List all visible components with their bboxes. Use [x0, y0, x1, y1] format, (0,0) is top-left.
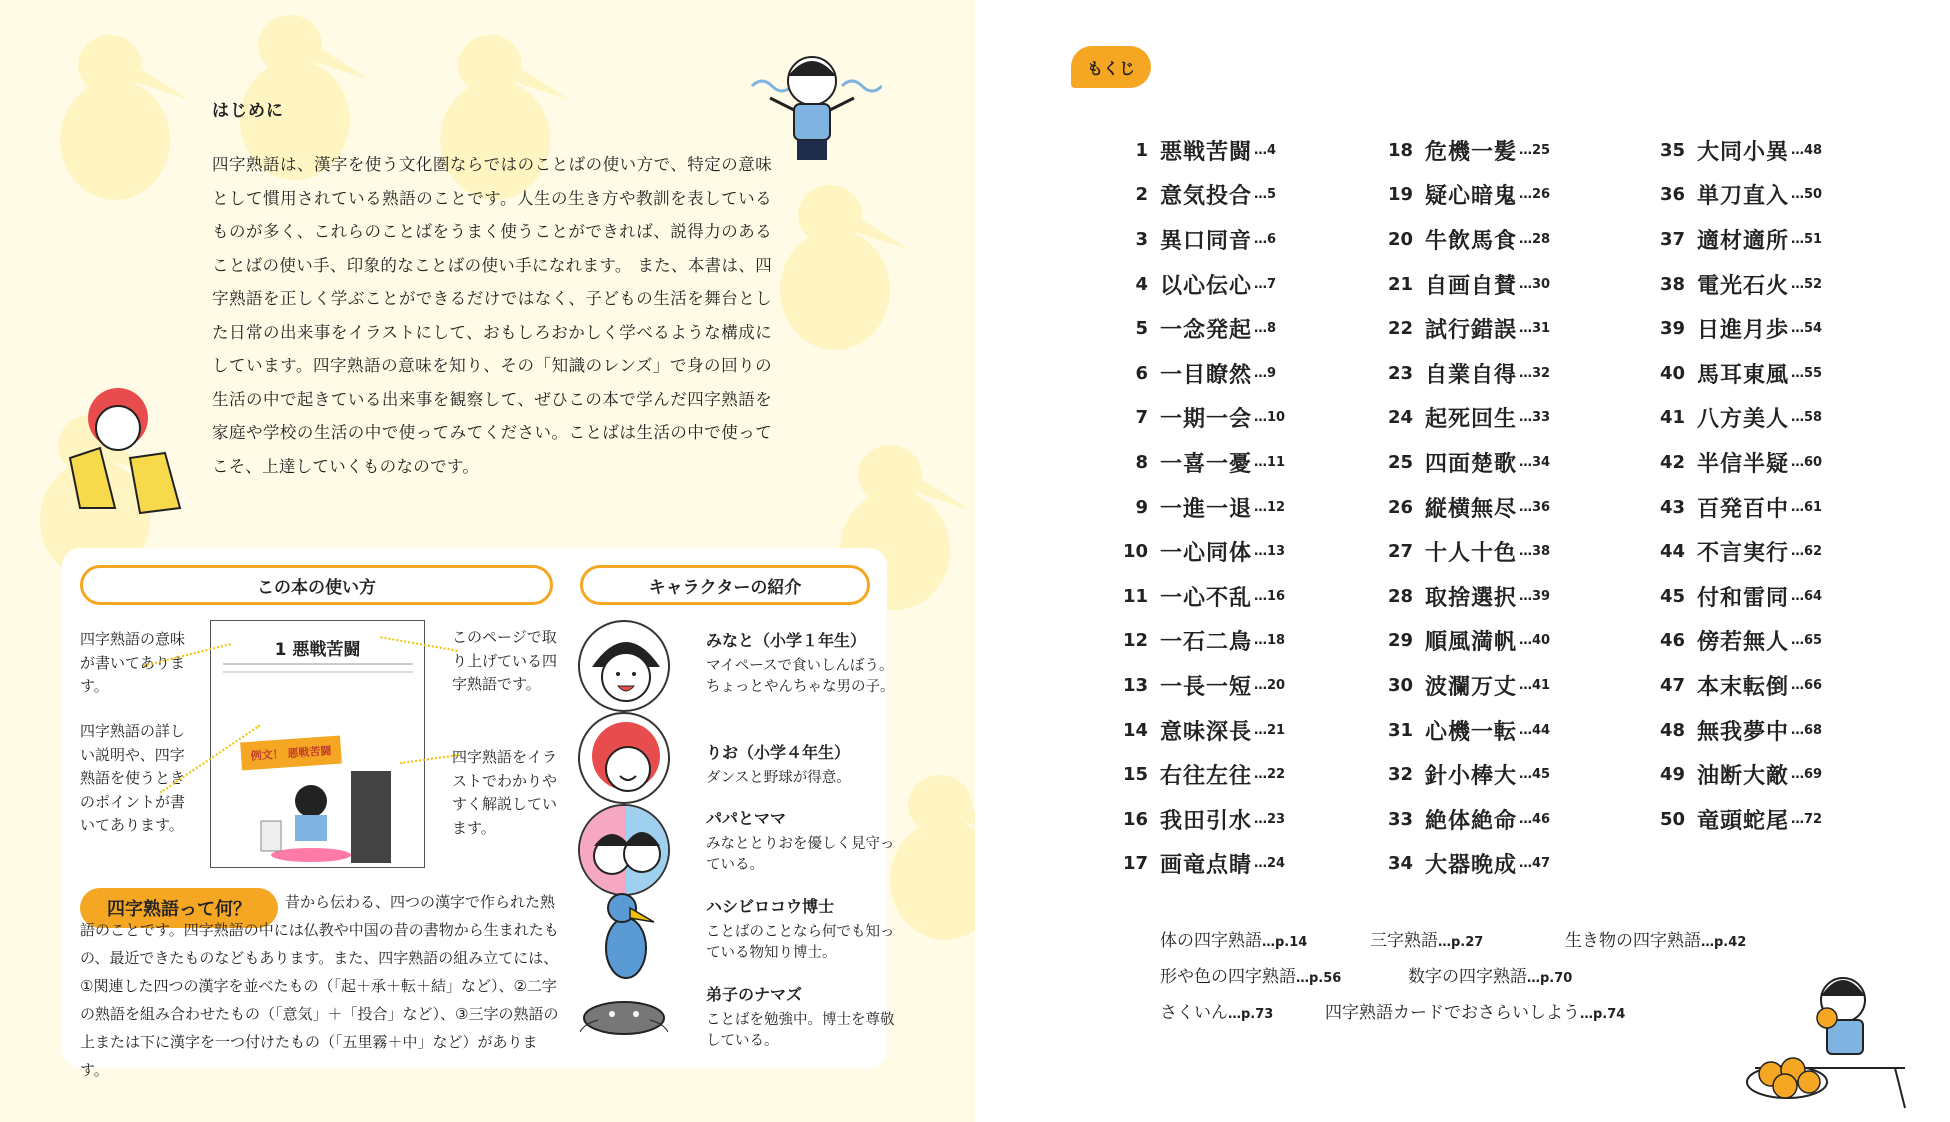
- toc-number: 16: [1122, 808, 1148, 830]
- toc-number: 4: [1135, 273, 1148, 295]
- toc-item[interactable]: [1110, 797, 1285, 842]
- toc-number: 10: [1122, 541, 1148, 563]
- toc-page: …68: [1791, 722, 1823, 738]
- toc-page: …55: [1791, 365, 1823, 381]
- boy-eating-donut-icon: [1735, 960, 1915, 1110]
- toc-item[interactable]: [1375, 128, 1550, 173]
- toc-number: 36: [1659, 184, 1685, 206]
- toc-title: 一石二鳥: [1160, 630, 1253, 656]
- yoji-title: 四字熟語って何？: [80, 888, 278, 928]
- toc-item[interactable]: [1110, 663, 1285, 708]
- toc-number: 13: [1122, 674, 1148, 696]
- character-name: ハシビロコウ博士: [706, 897, 835, 916]
- toc-item[interactable]: [1110, 752, 1285, 797]
- toc-item[interactable]: [1375, 619, 1550, 664]
- character-desc: ダンスと野球が得意。: [706, 770, 851, 786]
- toc-title: 悪戦苦闘: [1160, 139, 1253, 165]
- toc-page: …50: [1791, 187, 1823, 203]
- rio-face-icon: [580, 714, 670, 804]
- toc-item[interactable]: [1375, 797, 1550, 842]
- toc-page: …52: [1791, 276, 1823, 292]
- toc-column-2: [1375, 128, 1550, 886]
- toc-number: 6: [1135, 362, 1148, 384]
- minato-face-icon: [580, 622, 670, 712]
- character-name: みなと（小学１年生）: [706, 631, 867, 650]
- toc-item[interactable]: [1375, 351, 1550, 396]
- toc-page: …18: [1254, 633, 1286, 649]
- bird-bg-icon: [760, 170, 910, 360]
- toc-number: 32: [1387, 764, 1413, 786]
- toc-title: 適材適所: [1697, 228, 1790, 254]
- toc-page: …61: [1791, 499, 1823, 515]
- toc-number: 1: [1135, 139, 1148, 161]
- toc-item[interactable]: [1375, 708, 1550, 753]
- character-desc: マイペースで食いしんぼう。ちょっとやんちゃな男の子。: [706, 658, 895, 695]
- extra-item[interactable]: [1160, 926, 1307, 951]
- toc-item[interactable]: [1375, 306, 1550, 351]
- toc-title: 牛飲馬食: [1425, 228, 1518, 254]
- sample-yoji: 悪戦苦闘: [292, 640, 361, 660]
- characters-title: キャラクターの紹介: [580, 565, 870, 605]
- toc-item[interactable]: [1647, 574, 1822, 619]
- toc-title: 無我夢中: [1697, 719, 1790, 745]
- toc-title: 一心不乱: [1160, 585, 1253, 611]
- toc-number: 45: [1659, 585, 1685, 607]
- toc-item[interactable]: [1110, 396, 1285, 441]
- toc-title: 取捨選択: [1425, 585, 1518, 611]
- toc-page: …4: [1254, 142, 1277, 158]
- toc-page: …25: [1519, 142, 1551, 158]
- toc-page: …64: [1791, 588, 1823, 604]
- toc-title: 絶体絶命: [1425, 808, 1518, 834]
- toc-item[interactable]: [1110, 708, 1285, 753]
- toc-number: 27: [1387, 541, 1413, 563]
- toc-title: 心機一転: [1425, 719, 1518, 745]
- toc-title: 傍若無人: [1697, 630, 1790, 656]
- toc-title: 単刀直入: [1697, 184, 1790, 210]
- toc-item[interactable]: [1110, 619, 1285, 664]
- toc-title: 針小棒大: [1425, 764, 1518, 790]
- toc-number: 7: [1135, 407, 1148, 429]
- toc-number: 30: [1387, 674, 1413, 696]
- toc-item[interactable]: [1647, 262, 1822, 307]
- toc-page: …45: [1519, 767, 1551, 783]
- extra-label: 体の四字熟語: [1160, 931, 1262, 951]
- toc-title: 意気投合: [1160, 184, 1253, 210]
- toc-title: 四面楚歌: [1425, 451, 1518, 477]
- extra-page: …p.27: [1438, 935, 1484, 950]
- toc-item[interactable]: [1375, 217, 1550, 262]
- toc-number: 21: [1387, 273, 1413, 295]
- toc-number: 35: [1659, 139, 1685, 161]
- character-name: りお（小学４年生）: [706, 743, 851, 762]
- toc-label: もくじ: [1071, 46, 1151, 88]
- toc-column-3: [1647, 128, 1822, 842]
- toc-title: 大同小異: [1697, 139, 1790, 165]
- toc-page: …21: [1254, 722, 1286, 738]
- toc-page: …72: [1791, 811, 1823, 827]
- extra-page: …p.14: [1262, 935, 1308, 950]
- toc-title: 百発百中: [1697, 496, 1790, 522]
- sample-banner: 例文！ 悪戦苦闘: [240, 736, 342, 771]
- toc-number: 46: [1659, 630, 1685, 652]
- parents-avatar: [578, 804, 670, 896]
- howto-sample-page: [210, 620, 425, 868]
- extra-label: さくいん: [1160, 1003, 1228, 1023]
- toc-page: …36: [1519, 499, 1551, 515]
- toc-number: 50: [1659, 808, 1685, 830]
- character-name: 弟子のナマズ: [706, 985, 803, 1004]
- toc-item[interactable]: [1647, 173, 1822, 218]
- toc-number: 3: [1135, 228, 1148, 250]
- toc-page: …6: [1254, 231, 1277, 247]
- toc-page: …23: [1254, 811, 1286, 827]
- extra-page: …p.73: [1228, 1007, 1274, 1022]
- toc-number: 20: [1387, 228, 1413, 250]
- toc-item[interactable]: [1647, 440, 1822, 485]
- toc-item[interactable]: [1375, 574, 1550, 619]
- toc-title: 馬耳東風: [1697, 362, 1790, 388]
- toc-title: 我田引水: [1160, 808, 1253, 834]
- intro-paragraph-2: また、本書は、四字熟語を正しく学ぶことができるだけではなく、子どもの生活を舞台とした日常の出来事をイラストにして、おもしろおかしく学べるような構成にしています。四字熟語の意味を知り、その「知識のレンズ」で身の回りの生活の中で起きている出来事を観察して、ぜひこの本で学んだ四字熟語を家庭や学校の生活の中で使ってみてください。ことばは生活の中で使ってこそ、上達していくものなのです。: [212, 255, 773, 476]
- extra-item[interactable]: [1160, 962, 1341, 987]
- toc-page: …5: [1254, 187, 1277, 203]
- toc-page: …41: [1519, 677, 1551, 693]
- minato-avatar: [578, 620, 670, 712]
- toc-title: 一期一会: [1160, 407, 1253, 433]
- rio-avatar: [578, 712, 670, 804]
- toc-title: 自画自賛: [1425, 273, 1518, 299]
- catfish-icon: [578, 990, 670, 1040]
- toc-page: …22: [1254, 767, 1286, 783]
- toc-item[interactable]: [1647, 306, 1822, 351]
- toc-number: 26: [1387, 496, 1413, 518]
- extra-page: …p.42: [1701, 935, 1747, 950]
- toc-item[interactable]: [1110, 217, 1285, 262]
- extra-item[interactable]: [1370, 926, 1483, 951]
- toc-page: …47: [1519, 856, 1551, 872]
- toc-number: 41: [1659, 407, 1685, 429]
- toc-item[interactable]: [1375, 842, 1550, 887]
- toc-number: 43: [1659, 496, 1685, 518]
- toc-page: …32: [1519, 365, 1551, 381]
- toc-page: …10: [1254, 410, 1286, 426]
- toc-item[interactable]: [1375, 440, 1550, 485]
- toc-item[interactable]: [1110, 351, 1285, 396]
- toc-page: …66: [1791, 677, 1823, 693]
- toc-number: 47: [1659, 674, 1685, 696]
- toc-title: 大器晩成: [1425, 853, 1518, 879]
- toc-page: …60: [1791, 454, 1823, 470]
- toc-title: 半信半疑: [1697, 451, 1790, 477]
- toc-title: 日進月歩: [1697, 318, 1790, 344]
- toc-item[interactable]: [1110, 574, 1285, 619]
- howto-note-4: 四字熟語をイラストでわかりやすく解説しています。: [452, 748, 558, 837]
- toc-page: …34: [1519, 454, 1551, 470]
- girl-illustration-icon: [60, 378, 190, 518]
- toc-title: 竜頭蛇尾: [1697, 808, 1790, 834]
- toc-page: …51: [1791, 231, 1823, 247]
- intro-heading: はじめに: [212, 101, 284, 121]
- extra-label: 三字熟語: [1370, 931, 1438, 951]
- toc-title: 順風満帆: [1425, 630, 1518, 656]
- toc-number: 23: [1387, 362, 1413, 384]
- toc-title: 画竜点睛: [1160, 853, 1253, 879]
- toc-number: 12: [1122, 630, 1148, 652]
- sample-illustration-icon: [251, 771, 391, 863]
- toc-item[interactable]: [1375, 529, 1550, 574]
- toc-title: 一目瞭然: [1160, 362, 1253, 388]
- toc-title: 電光石火: [1697, 273, 1790, 299]
- toc-number: 5: [1135, 318, 1148, 340]
- toc-item[interactable]: [1647, 663, 1822, 708]
- toc-item[interactable]: [1647, 752, 1822, 797]
- toc-title: 付和雷同: [1697, 585, 1790, 611]
- character-desc: ことばを勉強中。博士を尊敬している。: [706, 1012, 895, 1049]
- extra-label: 四字熟語カードでおさらいしよう: [1325, 1003, 1580, 1023]
- yoji-body: 昔から伝わる、四つの漢字で作られた熟語のことです。四字熟語の中には仏教や中国の昔の書物から生まれたもの、最近できたものなどもあります。また、四字熟語の組み立てには、①関連した四つの漢字を並べたもの（「起＋承＋転＋結」など）、②二字の熟語を組み合わせたもの（「意気」＋「投合」など）、③三字の熟語の上または下に漢字を一つ付けたもの（「五里霧＋中」など）があります。: [80, 893, 559, 1079]
- toc-page: …24: [1254, 856, 1286, 872]
- toc-item[interactable]: [1647, 485, 1822, 530]
- toc-page: …65: [1791, 633, 1823, 649]
- toc-page: …48: [1791, 142, 1823, 158]
- toc-page: …11: [1254, 454, 1286, 470]
- toc-number: 38: [1659, 273, 1685, 295]
- character-desc: ことばのことなら何でも知っている物知り博士。: [706, 924, 895, 961]
- toc-page: …9: [1254, 365, 1277, 381]
- toc-item[interactable]: [1110, 128, 1285, 173]
- toc-title: 一長一短: [1160, 674, 1253, 700]
- extra-label: 形や色の四字熟語: [1160, 967, 1296, 987]
- toc-number: 44: [1659, 541, 1685, 563]
- toc-number: 18: [1387, 139, 1413, 161]
- toc-number: 2: [1135, 184, 1148, 206]
- toc-item[interactable]: [1375, 485, 1550, 530]
- toc-item[interactable]: [1375, 663, 1550, 708]
- toc-number: 22: [1387, 318, 1413, 340]
- toc-page: …16: [1254, 588, 1286, 604]
- toc-title: 疑心暗鬼: [1425, 184, 1518, 210]
- toc-page: …62: [1791, 544, 1823, 560]
- toc-number: 31: [1387, 719, 1413, 741]
- toc-page: …20: [1254, 677, 1286, 693]
- toc-number: 37: [1659, 228, 1685, 250]
- toc-item[interactable]: [1375, 396, 1550, 441]
- toc-item[interactable]: [1647, 128, 1822, 173]
- howto-title: この本の使い方: [80, 565, 553, 605]
- toc-number: 9: [1135, 496, 1148, 518]
- toc-title: 本末転倒: [1697, 674, 1790, 700]
- extra-item[interactable]: [1160, 998, 1273, 1023]
- toc-title: 一念発起: [1160, 318, 1253, 344]
- bird-bg-icon: [40, 20, 190, 210]
- toc-page: …44: [1519, 722, 1551, 738]
- toc-page: …33: [1519, 410, 1551, 426]
- toc-number: 33: [1387, 808, 1413, 830]
- shoebill-icon: [596, 888, 656, 984]
- toc-number: 24: [1387, 407, 1413, 429]
- toc-number: 11: [1122, 585, 1148, 607]
- boy-illustration-icon: [742, 46, 882, 176]
- toc-page: …26: [1519, 187, 1551, 203]
- toc-number: 19: [1387, 184, 1413, 206]
- intro-paragraph-1: 四字熟語は、漢字を使う文化圏ならではのことばの使い方で、特定の意味として慣用されている熟語のことです。人生の生き方や教訓を表しているものが多く、これらのことばをうまく使うことができれば、説得力のあることばの使い手、印象的なことばの使い手になれます。: [212, 155, 772, 275]
- howto-note-1: 四字熟語の意味が書いてあります。: [80, 630, 186, 695]
- toc-item[interactable]: [1647, 217, 1822, 262]
- toc-number: 14: [1122, 719, 1148, 741]
- toc-page: …38: [1519, 544, 1551, 560]
- toc-item[interactable]: [1647, 396, 1822, 441]
- sample-number: 1: [274, 640, 287, 660]
- toc-page: …8: [1254, 321, 1277, 337]
- howto-note-2: 四字熟語の詳しい説明や、四字熟語を使うときのポイントが書いてあります。: [80, 722, 186, 834]
- toc-title: 波瀾万丈: [1425, 674, 1518, 700]
- parents-face-icon: [580, 806, 670, 896]
- toc-number: 34: [1387, 853, 1413, 875]
- toc-item[interactable]: [1110, 173, 1285, 218]
- toc-number: 29: [1387, 630, 1413, 652]
- toc-title: 右往左往: [1160, 764, 1253, 790]
- toc-page: …31: [1519, 321, 1551, 337]
- toc-item[interactable]: [1647, 797, 1822, 842]
- toc-page: …13: [1254, 544, 1286, 560]
- toc-item[interactable]: [1647, 351, 1822, 396]
- toc-title: 十人十色: [1425, 541, 1518, 567]
- extra-label: 数字の四字熟語: [1408, 967, 1527, 987]
- toc-item[interactable]: [1110, 306, 1285, 351]
- toc-item[interactable]: [1375, 262, 1550, 307]
- toc-number: 40: [1659, 362, 1685, 384]
- toc-title: 八方美人: [1697, 407, 1790, 433]
- toc-page: …40: [1519, 633, 1551, 649]
- toc-item[interactable]: [1110, 842, 1285, 887]
- toc-page: …46: [1519, 811, 1551, 827]
- toc-item[interactable]: [1375, 752, 1550, 797]
- toc-title: 起死回生: [1425, 407, 1518, 433]
- toc-page: …30: [1519, 276, 1551, 292]
- toc-number: 28: [1387, 585, 1413, 607]
- toc-title: 意味深長: [1160, 719, 1253, 745]
- toc-title: 一進一退: [1160, 496, 1253, 522]
- extra-item[interactable]: [1408, 962, 1572, 987]
- toc-number: 48: [1659, 719, 1685, 741]
- toc-item[interactable]: [1647, 619, 1822, 664]
- toc-number: 42: [1659, 451, 1685, 473]
- toc-page: …7: [1254, 276, 1277, 292]
- extra-page: …p.74: [1580, 1007, 1626, 1022]
- toc-item[interactable]: [1375, 173, 1550, 218]
- toc-item[interactable]: [1110, 485, 1285, 530]
- toc-item[interactable]: [1110, 262, 1285, 307]
- toc-number: 25: [1387, 451, 1413, 473]
- toc-page: …54: [1791, 321, 1823, 337]
- toc-column-1: [1110, 128, 1285, 886]
- toc-number: 17: [1122, 853, 1148, 875]
- extra-label: 生き物の四字熟語: [1565, 931, 1701, 951]
- toc-title: 試行錯誤: [1425, 318, 1518, 344]
- toc-page: …69: [1791, 767, 1823, 783]
- toc-title: 危機一髪: [1425, 139, 1518, 165]
- toc-item[interactable]: [1110, 529, 1285, 574]
- toc-page: …12: [1254, 499, 1286, 515]
- howto-note-3: このページで取り上げている四字熟語です。: [452, 628, 558, 693]
- toc-title: 油断大敵: [1697, 764, 1790, 790]
- toc-page: …39: [1519, 588, 1551, 604]
- toc-number: 8: [1135, 451, 1148, 473]
- right-page: [975, 0, 1950, 1122]
- character-name: パパとママ: [706, 809, 787, 828]
- toc-title: 縦横無尽: [1425, 496, 1518, 522]
- toc-number: 49: [1659, 764, 1685, 786]
- toc-title: 自業自得: [1425, 362, 1518, 388]
- character-desc: みなととりおを優しく見守っている。: [706, 836, 895, 873]
- toc-title: 一喜一憂: [1160, 451, 1253, 477]
- toc-page: …58: [1791, 410, 1823, 426]
- extra-page: …p.56: [1296, 971, 1342, 986]
- extra-item[interactable]: [1325, 998, 1625, 1023]
- extra-item[interactable]: [1565, 926, 1746, 951]
- toc-page: …28: [1519, 231, 1551, 247]
- extra-page: …p.70: [1527, 971, 1573, 986]
- toc-title: 一心同体: [1160, 541, 1253, 567]
- toc-title: 不言実行: [1697, 541, 1790, 567]
- toc-item[interactable]: [1647, 708, 1822, 753]
- toc-number: 39: [1659, 318, 1685, 340]
- toc-title: 異口同音: [1160, 228, 1253, 254]
- intro-body: [212, 148, 772, 483]
- toc-number: 15: [1122, 764, 1148, 786]
- toc-item[interactable]: [1110, 440, 1285, 485]
- toc-item[interactable]: [1647, 529, 1822, 574]
- toc-title: 以心伝心: [1160, 273, 1253, 299]
